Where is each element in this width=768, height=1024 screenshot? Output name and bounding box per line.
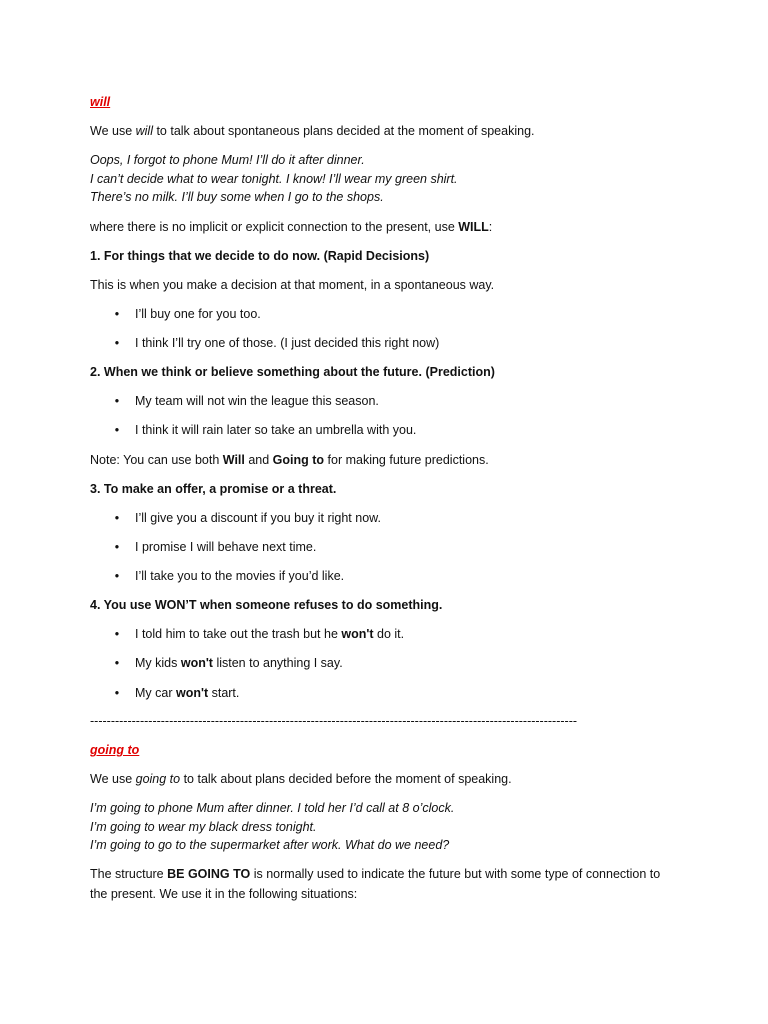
will-example-1: Oops, I forgot to phone Mum! I’ll do it after dinner. xyxy=(90,153,365,167)
point1-desc: This is when you make a decision at that moment, in a spontaneous way. xyxy=(90,278,495,292)
will-intro: We use will to talk about spontaneous plans decided at the moment of speaking. xyxy=(90,124,535,138)
point4-title: 4. You use WON’T when someone refuses to do something. xyxy=(90,598,443,612)
structure-paragraph: The structure BE GOING TO is normally used to indicate the future but with some type of connection to the present. We use it in the following situations: xyxy=(90,867,661,901)
point2-title: 2. When we think or believe something about the future. (Prediction) xyxy=(90,365,495,379)
list-item: I told him to take out the trash but he won't do it. xyxy=(135,627,405,641)
list-item: I’ll buy one for you too. xyxy=(135,307,261,321)
bullet-icon: • xyxy=(114,511,120,525)
going-to-heading: going to xyxy=(90,743,140,757)
going-to-example-1: I’m going to phone Mum after dinner. I told her I’d call at 8 o’clock. xyxy=(90,801,455,815)
list-item: I think it will rain later so take an umbrella with you. xyxy=(135,423,417,437)
point3-title: 3. To make an offer, a promise or a threat. xyxy=(90,482,337,496)
going-to-intro: We use going to to talk about plans decided before the moment of speaking. xyxy=(90,772,512,786)
list-item: I’ll give you a discount if you buy it right now. xyxy=(135,511,381,525)
bullet-icon: • xyxy=(114,569,120,583)
bullet-icon: • xyxy=(114,656,120,670)
section-divider: --------------------------------------------------------------------------------------------------------------------- xyxy=(90,714,578,728)
point1-title: 1. For things that we decide to do now. (Rapid Decisions) xyxy=(90,249,430,263)
list-item: I’ll take you to the movies if you’d like. xyxy=(135,569,345,583)
prediction-note: Note: You can use both Will and Going to for making future predictions. xyxy=(90,453,489,467)
list-item: My kids won't listen to anything I say. xyxy=(135,656,343,670)
bullet-icon: • xyxy=(114,307,120,321)
will-heading: will xyxy=(90,95,111,109)
bullet-icon: • xyxy=(114,394,120,408)
bullet-icon: • xyxy=(114,336,120,350)
bullet-icon: • xyxy=(114,627,120,641)
bullet-icon: • xyxy=(114,540,120,554)
list-item: My car won't start. xyxy=(135,686,240,700)
list-item: I think I’ll try one of those. (I just decided this right now) xyxy=(135,336,440,350)
going-to-example-3: I’m going to go to the supermarket after work. What do we need? xyxy=(90,838,450,852)
will-connection-note: where there is no implicit or explicit connection to the present, use WILL: xyxy=(90,220,493,234)
will-example-3: There’s no milk. I’ll buy some when I go to the shops. xyxy=(90,190,384,204)
going-to-example-2: I’m going to wear my black dress tonight. xyxy=(90,820,317,834)
list-item: My team will not win the league this season. xyxy=(135,394,379,408)
list-item: I promise I will behave next time. xyxy=(135,540,317,554)
bullet-icon: • xyxy=(114,686,120,700)
will-example-2: I can’t decide what to wear tonight. I know! I’ll wear my green shirt. xyxy=(90,172,458,186)
bullet-icon: • xyxy=(114,423,120,437)
